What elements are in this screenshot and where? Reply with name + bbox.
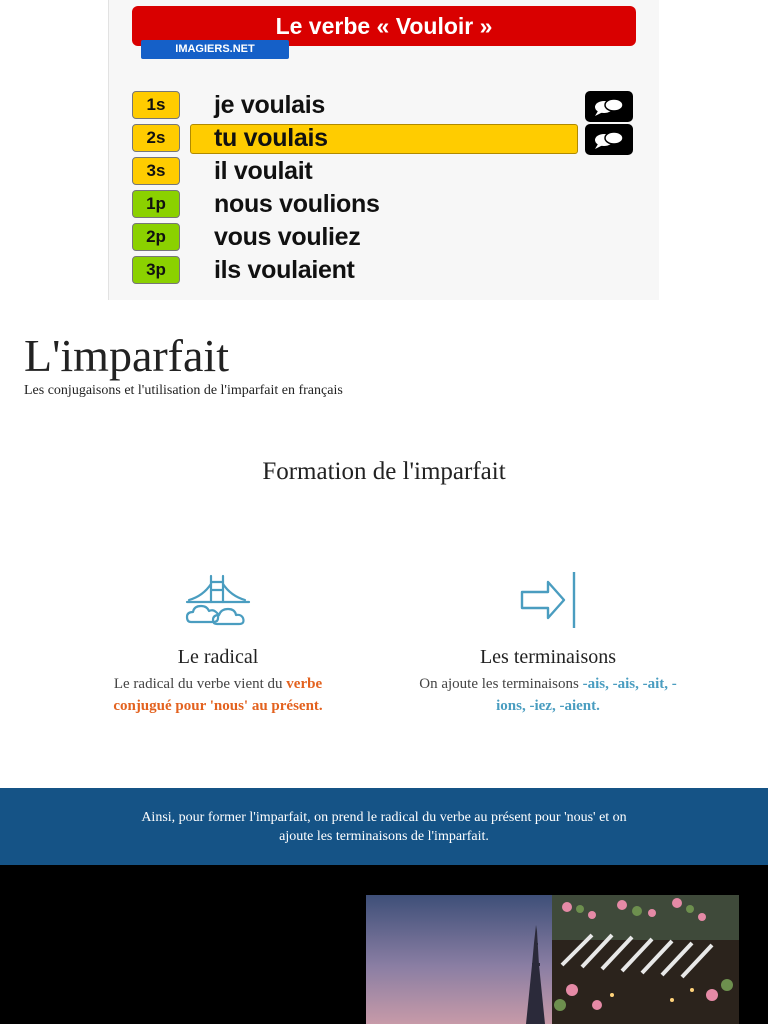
speech-bubbles-icon [585,124,633,155]
feature-terminaisons [418,560,678,717]
conjugation-row [132,190,642,220]
conjugation-row [132,157,642,187]
summary-banner [0,788,768,865]
page-title: L'imparfait [24,330,229,381]
arrow-right-to-line-icon [418,560,678,640]
conjugation-row [132,223,642,253]
eiffel-tower-photo [366,895,552,1024]
person-badge: 1p [132,190,180,218]
person-badge: 1s [132,91,180,119]
conjugation-form: vous vouliez [214,223,361,251]
conjugation-form: nous voulions [214,190,380,218]
feature-highlight: -ais, -ais, -ait, -ions, -iez, -aient. [496,676,677,714]
speech-bubbles-icon [585,91,633,122]
conjugation-image [108,0,659,300]
bridge-clouds-icon [88,560,348,640]
feature-text: Le radical du verbe vient du [113,676,287,692]
person-badge: 2p [132,223,180,251]
feature-text: On ajoute les terminaisons [419,676,583,692]
conjugation-row [132,91,642,121]
page-subtitle: Les conjugaisons et l'utilisation de l'imparfait en français [24,383,343,398]
feature-description [88,673,348,717]
conjugation-form: tu voulais [214,124,328,152]
paris-cafe-photo [552,895,739,1024]
photo-section [0,865,768,1024]
conjugation-row [132,256,642,286]
banner-text: Ainsi, pour former l'imparfait, on prend le radical du verbe au présent pour 'nous' et on ajoute les terminaisons de l'imparfait. [141,809,627,844]
feature-radical [88,560,348,717]
feature-description [418,673,678,717]
conjugation-form: ils voulaient [214,256,355,284]
conjugation-title: Le verbe « Vouloir » [132,6,636,46]
conjugation-form: il voulait [214,157,313,185]
conjugation-form: je voulais [214,91,325,119]
feature-highlight: verbe conjugué pour 'nous' au présent. [113,676,323,714]
conjugation-row [132,124,642,154]
person-badge: 2s [132,124,180,152]
person-badge: 3s [132,157,180,185]
feature-title: Le radical [177,646,259,668]
conjugation-source-badge: IMAGIERS.NET [141,40,289,59]
feature-title: Les terminaisons [479,646,617,668]
person-badge: 3p [132,256,180,284]
section-title: Formation de l'imparfait [262,458,506,485]
